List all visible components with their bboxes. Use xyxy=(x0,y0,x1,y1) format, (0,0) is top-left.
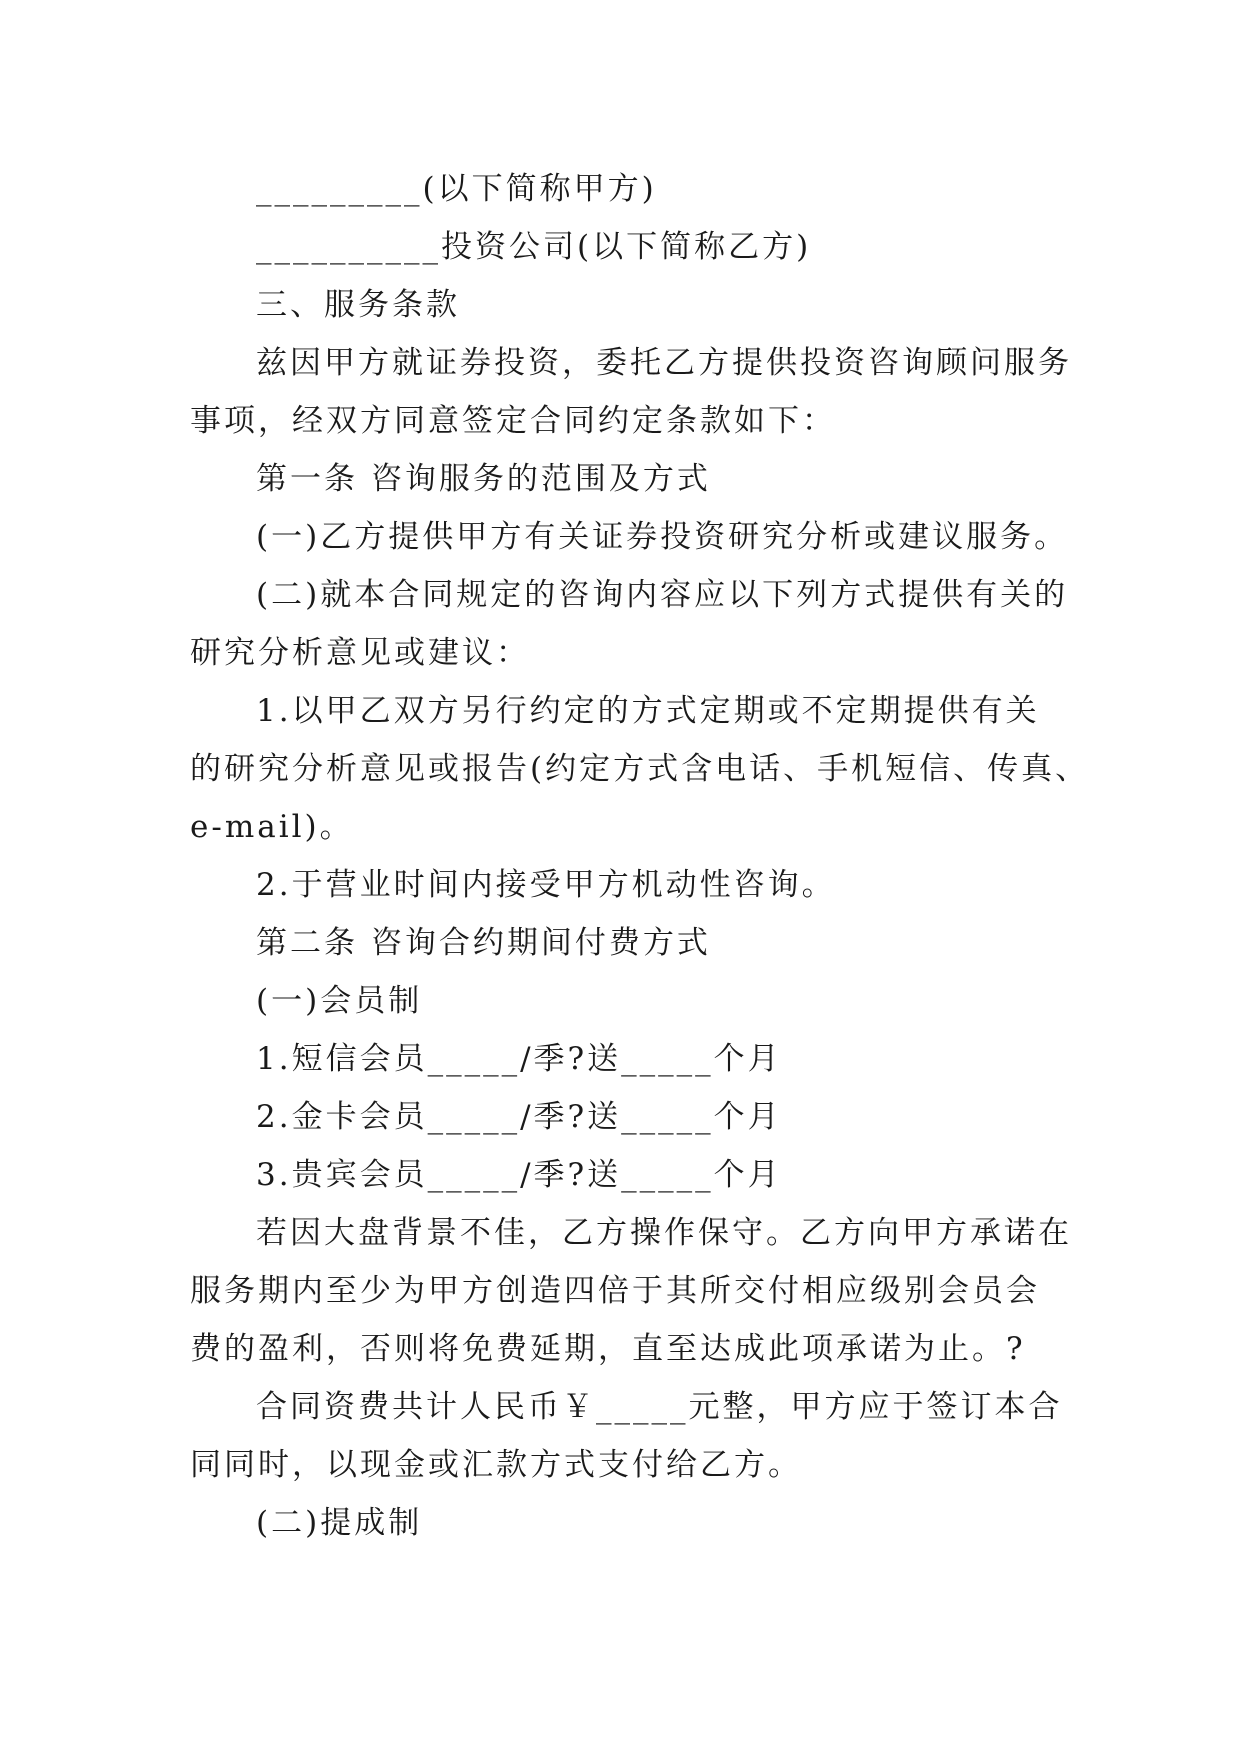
article-1-item-1: (一)乙方提供甲方有关证券投资研究分析或建议服务。 xyxy=(256,519,1069,555)
article-2-item-2-heading: (二)提成制 xyxy=(256,1505,423,1541)
guarantee-paragraph-line-2: 服务期内至少为甲方创造四倍于其所交付相应级别会员会 xyxy=(190,1273,1040,1309)
article-1-subitem-2: 2.于营业时间内接受甲方机动性咨询。 xyxy=(256,867,836,903)
article-2-item-1-heading: (一)会员制 xyxy=(256,983,423,1019)
party-a-line: _________(以下简称甲方) xyxy=(256,171,657,207)
fee-paragraph-line-2: 同同时，以现金或汇款方式支付给乙方。 xyxy=(190,1447,802,1483)
article-2-heading: 第二条 咨询合约期间付费方式 xyxy=(256,925,711,961)
party-b-line: __________投资公司(以下简称乙方) xyxy=(256,229,812,265)
fee-paragraph-line-1: 合同资费共计人民币￥_____元整，甲方应于签订本合 xyxy=(256,1389,1063,1425)
paragraph-intro-line-1: 兹因甲方就证券投资，委托乙方提供投资咨询顾问服务 xyxy=(256,345,1072,381)
membership-sms-line: 1.短信会员_____/季?送_____个月 xyxy=(256,1041,782,1077)
membership-gold-line: 2.金卡会员_____/季?送_____个月 xyxy=(256,1099,782,1135)
article-1-item-2-line-1: (二)就本合同规定的咨询内容应以下列方式提供有关的 xyxy=(256,577,1069,613)
membership-vip-line: 3.贵宾会员_____/季?送_____个月 xyxy=(256,1157,782,1193)
guarantee-paragraph-line-1: 若因大盘背景不佳，乙方操作保守。乙方向甲方承诺在 xyxy=(256,1215,1072,1251)
paragraph-intro-line-2: 事项，经双方同意签定合同约定条款如下： xyxy=(190,403,836,439)
article-1-subitem-1-line-1: 1.以甲乙双方另行约定的方式定期或不定期提供有关 xyxy=(256,693,1040,729)
article-1-heading: 第一条 咨询服务的范围及方式 xyxy=(256,461,711,497)
guarantee-paragraph-line-3: 费的盈利，否则将免费延期，直至达成此项承诺为止。? xyxy=(190,1331,1026,1367)
article-1-item-2-line-2: 研究分析意见或建议： xyxy=(190,635,530,671)
document-body xyxy=(190,160,1090,1552)
article-1-subitem-1-line-3: e-mail)。 xyxy=(190,809,354,845)
article-1-subitem-1-line-2: 的研究分析意见或报告(约定方式含电话、手机短信、传真、 xyxy=(190,751,1090,787)
section-heading-service-terms: 三、服务条款 xyxy=(256,287,460,323)
